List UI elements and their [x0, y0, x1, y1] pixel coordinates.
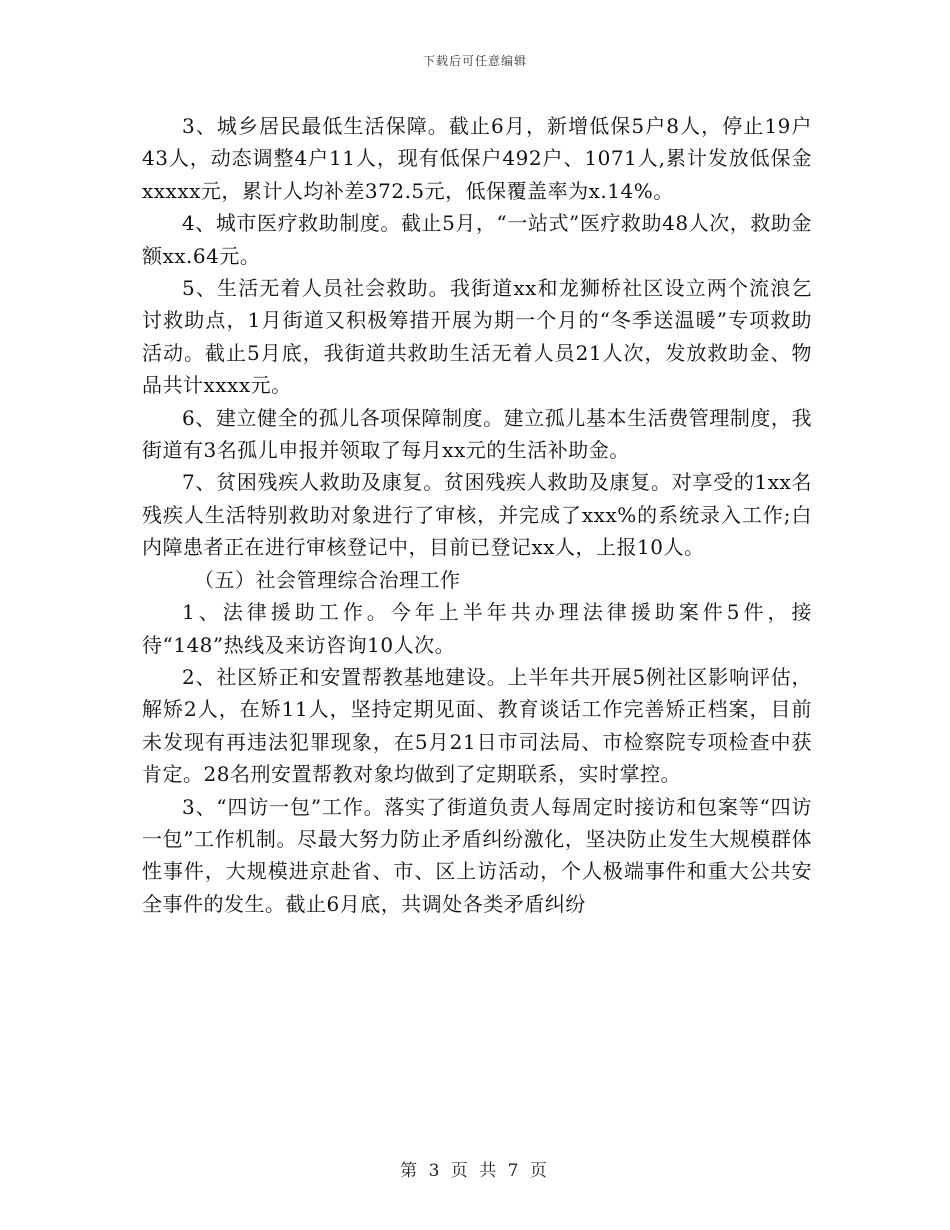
page-header-note: 下载后可任意编辑 [422, 54, 527, 68]
section-heading-social-management: （五）社会管理综合治理工作 [194, 567, 461, 592]
paragraph-legal-aid: 1、法律援助工作。今年上半年共办理法律援助案件5件，接待“148”热线及来访咨询10人次。 [142, 600, 812, 657]
page-number: 第 3 页 共 7 页 [400, 1161, 550, 1181]
paragraph-min-living-security: 3、城乡居民最低生活保障。截止6月，新增低保5户8人，停止19户43人，动态调整4户11人，现有低保户492户、1071人,累计发放低保金xxxxx元，累计人均补差372.5元，低保覆盖率为x.14%。 [142, 114, 812, 203]
paragraph-community-correction: 2、社区矫正和安置帮教基地建设。上半年共开展5例社区影响评估，解矫2人，在矫11人，坚持定期见面、教育谈话工作完善矫正档案，目前未发现有再违法犯罪现象，在5月21日市司法局、市检察院专项检查中获肯定。28名刑安置帮教对象均做到了定期联系，实时掌控。 [142, 664, 812, 787]
paragraph-medical-aid: 4、城市医疗救助制度。截止5月，“一站式”医疗救助48人次，救助金额xx.64元。 [142, 211, 812, 268]
paragraph-four-visits: 3、“四访一包”工作。落实了街道负责人每周定时接访和包案等“四访一包”工作机制。尽最大努力防止矛盾纠纷激化，坚决防止发生大规模群体性事件，大规模进京赴省、市、区上访活动，个人极端事件和重大公共安全事件的发生。截止6月底，共调处各类矛盾纠纷 [142, 794, 812, 916]
paragraph-homeless-aid: 5、生活无着人员社会救助。我街道xx和龙狮桥社区设立两个流浪乞讨救助点，1月街道又积极筹措开展为期一个月的“冬季送温暖”专项救助活动。截止5月底，我街道共救助生活无着人员21人次，发放救助金、物品共计xxxx元。 [142, 276, 812, 398]
paragraph-disability-aid: 7、贫困残疾人救助及康复。贫困残疾人救助及康复。对享受的1xx名残疾人生活特别救助对象进行了审核，并完成了xxx%的系统录入工作;白内障患者正在进行审核登记中，目前已登记xx人，上报10人。 [142, 470, 812, 560]
paragraph-orphan-security: 6、建立健全的孤儿各项保障制度。建立孤儿基本生活费管理制度，我街道有3名孤儿申报并领取了每月xx元的生活补助金。 [142, 405, 812, 463]
document-body [142, 110, 812, 920]
